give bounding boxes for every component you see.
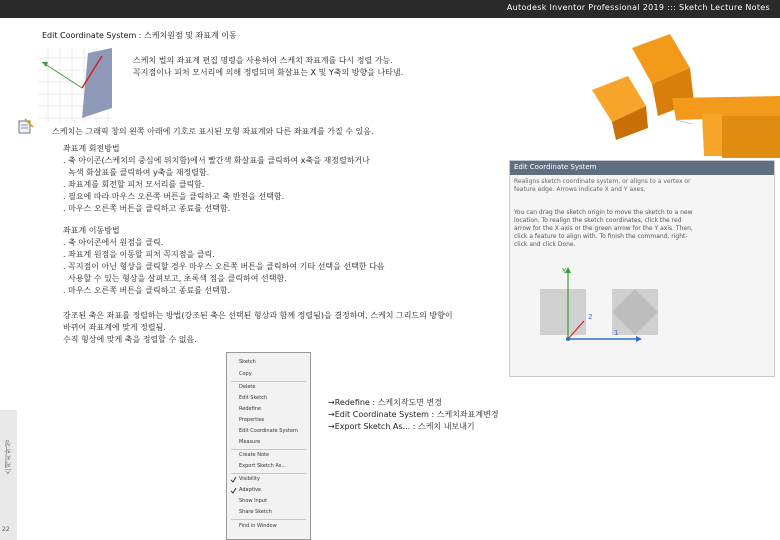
menu-item[interactable]: Measure: [239, 439, 261, 445]
help-panel-body: You can drag the sketch origin to move the sketch to a new location. To realign the sketch coordinates, click the red arrow for the X axis or the green arrow for the Y axis. Then, click a feature to align with. To finish the command, right- click and click Done.: [514, 209, 693, 248]
menu-note: →Export Sketch As... : 스케치 내보내기: [328, 422, 475, 431]
axis-diagram: [530, 261, 660, 346]
intro-line-1: 스케치 법의 좌표계 편집 명령을 사용하여 스케치 좌표계를 다시 정렬 가능.: [133, 56, 393, 65]
move-method-line: . 축 아이콘에서 원점을 클릭.: [63, 238, 164, 247]
move-method-line: 사용할 수 있는 형상을 살펴보고, 초록색 점을 클릭하여 선택함.: [63, 274, 287, 283]
context-menu: [226, 352, 311, 540]
move-method-line: . 꼭지점이 아닌 형상을 클릭할 경우 마우스 오른쪽 버튼을 클릭하여 기타 선택을 선택한 다음: [63, 262, 385, 271]
menu-item[interactable]: Visibility: [239, 476, 260, 482]
note-text: 스케치는 그래픽 창의 왼쪽 아래에 기호로 표시된 모형 좌표계와 다른 좌표계를 가질 수 있음.: [52, 127, 374, 136]
menu-item[interactable]: Redefine: [239, 406, 261, 412]
page-number: 22: [2, 526, 10, 533]
axis-change-line: . 마우스 오른쪽 버튼을 클릭하고 종료를 선택함.: [63, 204, 231, 213]
menu-item[interactable]: Properties: [239, 417, 265, 423]
help-panel-subtitle: Realigns sketch coordinate system, or aligns to a vertex or feature edge. Arrows indicate X and Y axes.: [514, 178, 691, 193]
checkmark-icon: [230, 487, 237, 494]
menu-note: →Edit Coordinate System : 스케치좌표계변경: [328, 410, 499, 419]
axis-change-line: . 필요에 따라 마우스 오른쪽 버튼을 클릭하고 축 반전을 선택함.: [63, 192, 285, 201]
move-method-heading: 좌표계 이동방법: [63, 226, 120, 235]
menu-item[interactable]: Edit Sketch: [239, 395, 268, 401]
menu-item[interactable]: Adaptive: [239, 487, 262, 493]
page-title: Edit Coordinate System : 스케치원점 및 좌표계 이동: [42, 31, 237, 40]
coordinate-thumbnail: [38, 48, 112, 122]
menu-item[interactable]: Share Sketch: [239, 509, 272, 515]
header-title: Autodesk Inventor Professional 2019 ::: Sketch Lecture Notes: [506, 3, 770, 12]
axis-change-line: 녹색 화살표를 클릭하여 y축을 재정렬함.: [63, 168, 210, 177]
help-panel-header: [510, 161, 774, 175]
checkmark-icon: [230, 476, 237, 483]
help-panel: [509, 160, 775, 377]
axis-change-line: . 좌표계를 회전할 피처 모서리를 클릭함.: [63, 180, 205, 189]
menu-item[interactable]: Sketch: [239, 359, 256, 365]
orange-part-illustration: [572, 28, 780, 158]
menu-item[interactable]: Copy: [239, 371, 252, 377]
menu-item[interactable]: Export Sketch As...: [239, 463, 287, 469]
menu-note: →Redefine : 스케치작도면 변경: [328, 398, 443, 407]
menu-item[interactable]: Delete: [239, 384, 256, 390]
sidebar: [0, 410, 17, 540]
move-method-line: . 마우스 오른쪽 버튼을 클릭하고 종료를 선택함.: [63, 286, 231, 295]
axis-label-1: 1: [614, 329, 619, 337]
sidebar-label: 스케치작성: [4, 440, 12, 475]
header-bar: [0, 0, 780, 18]
closing-line: 수직 형상에 맞게 축을 정렬할 수 없음.: [63, 335, 197, 344]
menu-item[interactable]: Show Input: [239, 498, 268, 504]
closing-line: 바뀌어 좌표계에 맞게 정렬됨.: [63, 323, 166, 332]
move-method-line: . 좌표계 원점을 이동할 피처 꼭지점을 클릭.: [63, 250, 215, 259]
menu-item[interactable]: Find in Window: [239, 523, 277, 529]
axis-change-heading: 좌표계 회전방법: [63, 144, 120, 153]
intro-line-2: 꼭지점이나 피처 모서리에 의해 정렬되며 화살표는 X 및 Y축의 방향을 나타냄.: [133, 68, 404, 77]
menu-item[interactable]: Edit Coordinate System: [239, 428, 298, 434]
note-icon: [18, 118, 34, 134]
menu-item[interactable]: Create Note: [239, 452, 270, 458]
axis-change-line: . 축 아이콘(스케치의 중심에 위치함)에서 빨간색 화살표를 클릭하여 x축을 재정렬하거나: [63, 156, 370, 165]
axis-label-2: 2: [588, 313, 593, 321]
closing-line: 강조된 축은 좌표를 정렬하는 방법(강조된 축은 선택된 형상과 함께 정렬됨)을 결정하며, 스케치 그리드의 방향이: [63, 311, 453, 320]
axis-label-y: Y: [562, 267, 567, 275]
help-panel-title: Edit Coordinate System: [514, 163, 597, 171]
